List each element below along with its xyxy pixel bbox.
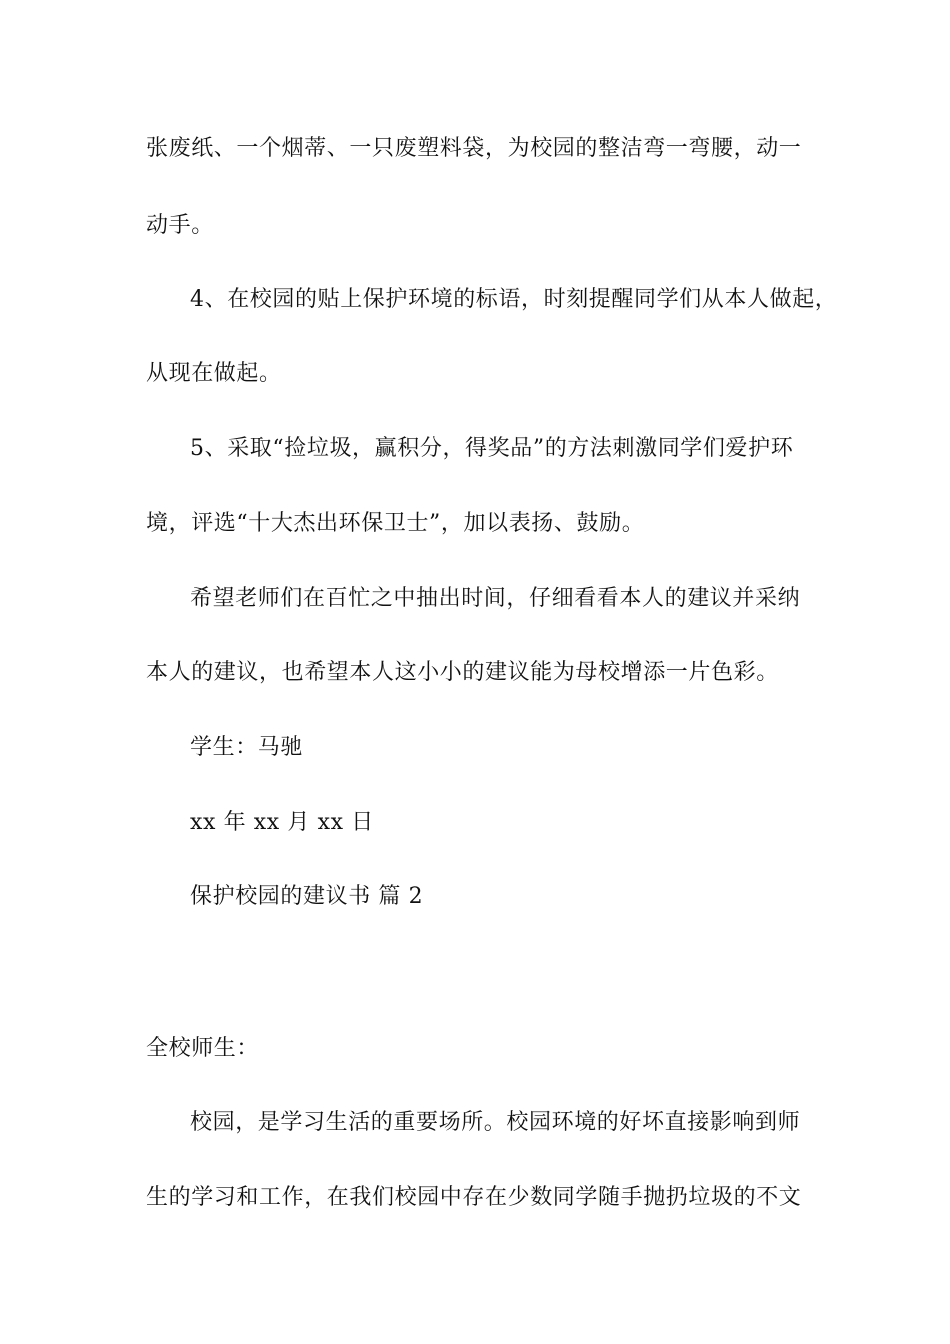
text-line-13: 校园，是学习生活的重要场所。校园环境的好坏直接影响到师 <box>190 1110 801 1135</box>
section-heading: 保护校园的建议书 篇 2 <box>190 884 424 909</box>
text-line-2: 动手。 <box>146 213 214 238</box>
signature-name: 学生：马驰 <box>190 735 304 760</box>
signature-date: xx 年 xx 月 xx 日 <box>190 810 374 835</box>
text-line-1: 张废纸、一个烟蒂、一只废塑料袋，为校园的整洁弯一弯腰，动一 <box>146 136 802 161</box>
text-line-4: 从现在做起。 <box>146 361 282 386</box>
text-line-5: 5、采取“捡垃圾，赢积分，得奖品”的方法刺激同学们爱护环 <box>190 436 794 461</box>
text-line-14: 生的学习和工作，在我们校园中存在少数同学随手抛扔垃圾的不文 <box>146 1185 802 1210</box>
text-line-3: 4、在校园的贴上保护环境的标语，时刻提醒同学们从本人做起， <box>190 287 838 312</box>
salutation: 全校师生： <box>146 1036 260 1061</box>
text-line-6: 境，评选“十大杰出环保卫士”，加以表扬、鼓励。 <box>146 511 645 536</box>
text-line-8: 本人的建议，也希望本人这小小的建议能为母校增添一片色彩。 <box>146 660 779 685</box>
text-line-7: 希望老师们在百忙之中抽出时间，仔细看看本人的建议并采纳 <box>190 586 801 611</box>
